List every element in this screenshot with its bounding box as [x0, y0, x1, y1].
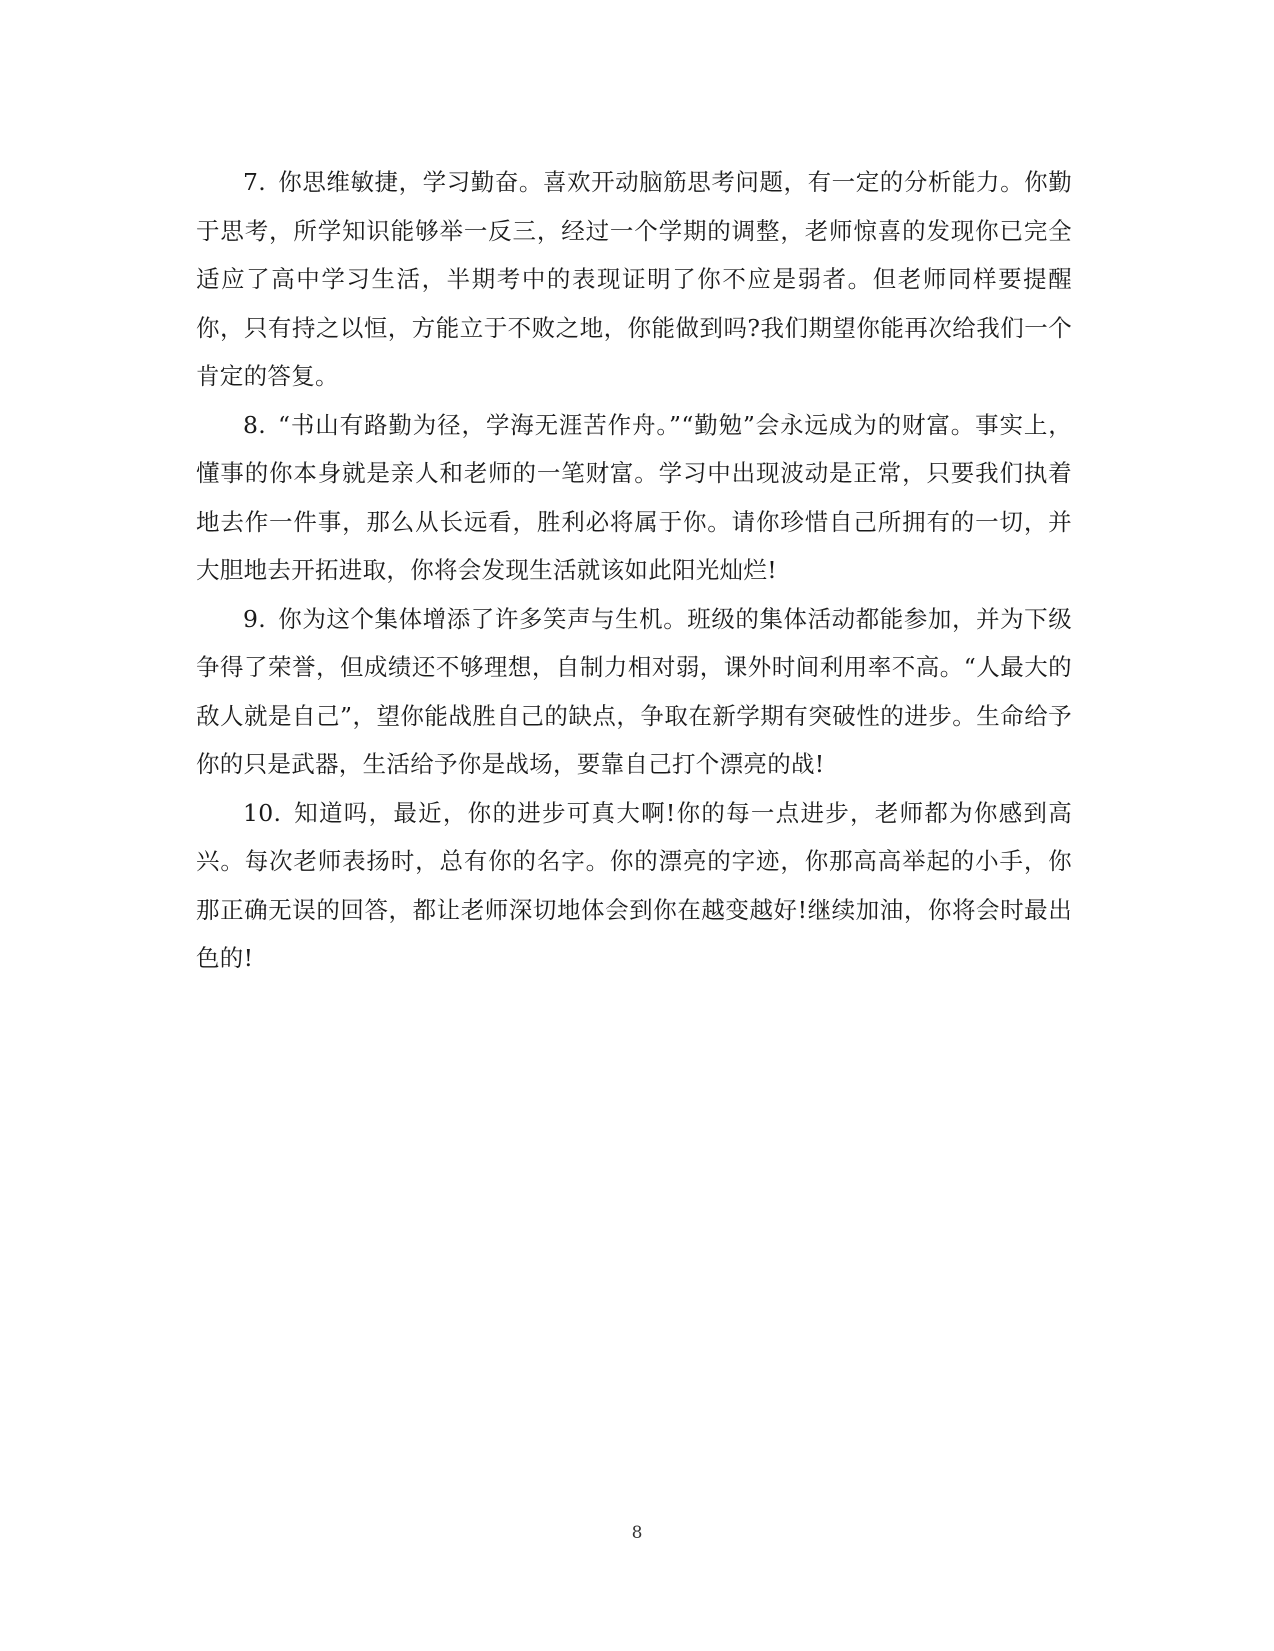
paragraph-7 — [196, 158, 1072, 401]
paragraph-number: 9. — [243, 604, 267, 633]
document-body — [196, 158, 1072, 983]
page-number: 8 — [631, 1523, 643, 1543]
paragraph-10 — [196, 789, 1072, 983]
paragraph-text: 你思维敏捷，学习勤奋。喜欢开动脑筋思考问题，有一定的分析能力。你勤于思考，所学知识能够举一反三，经过一个学期的调整，老师惊喜的发现你已完全适应了高中学习生活，半期考中的表现证明了你不应是弱者。但老师同样要提醒你，只有持之以恒，方能立于不败之地，你能做到吗?我们期望你能再次给我们一个肯定的答复。 — [196, 168, 1072, 390]
paragraph-number: 7. — [243, 168, 267, 196]
paragraph-text: 你为这个集体增添了许多笑声与生机。班级的集体活动都能参加，并为下级争得了荣誉，但成绩还不够理想，自制力相对弱，课外时间利用率不高。“人最大的敌人就是自己”，望你能战胜自己的缺点，争取在新学期有突破性的进步。生命给予你的只是武器，生活给予你是战场，要靠自己打个漂亮的战! — [196, 604, 1072, 778]
paragraph-text: 知道吗，最近，你的进步可真大啊!你的每一点进步，老师都为你感到高兴。每次老师表扬时，总有你的名字。你的漂亮的字迹，你那高高举起的小手，你那正确无误的回答，都让老师深切地体会到你在越变越好!继续加油，你将会时最出色的! — [196, 798, 1072, 972]
paragraph-9 — [196, 595, 1072, 789]
paragraph-8 — [196, 401, 1072, 595]
paragraph-text: “书山有路勤为径，学海无涯苦作舟。”“勤勉”会永远成为的财富。事实上，懂事的你本身就是亲人和老师的一笔财富。学习中出现波动是正常，只要我们执着地去作一件事，那么从长远看，胜利必将属于你。请你珍惜自己所拥有的一切，并大胆地去开拓进取，你将会发现生活就该如此阳光灿烂! — [196, 410, 1072, 584]
paragraph-number: 10. — [243, 798, 282, 827]
paragraph-number: 8. — [243, 410, 267, 439]
